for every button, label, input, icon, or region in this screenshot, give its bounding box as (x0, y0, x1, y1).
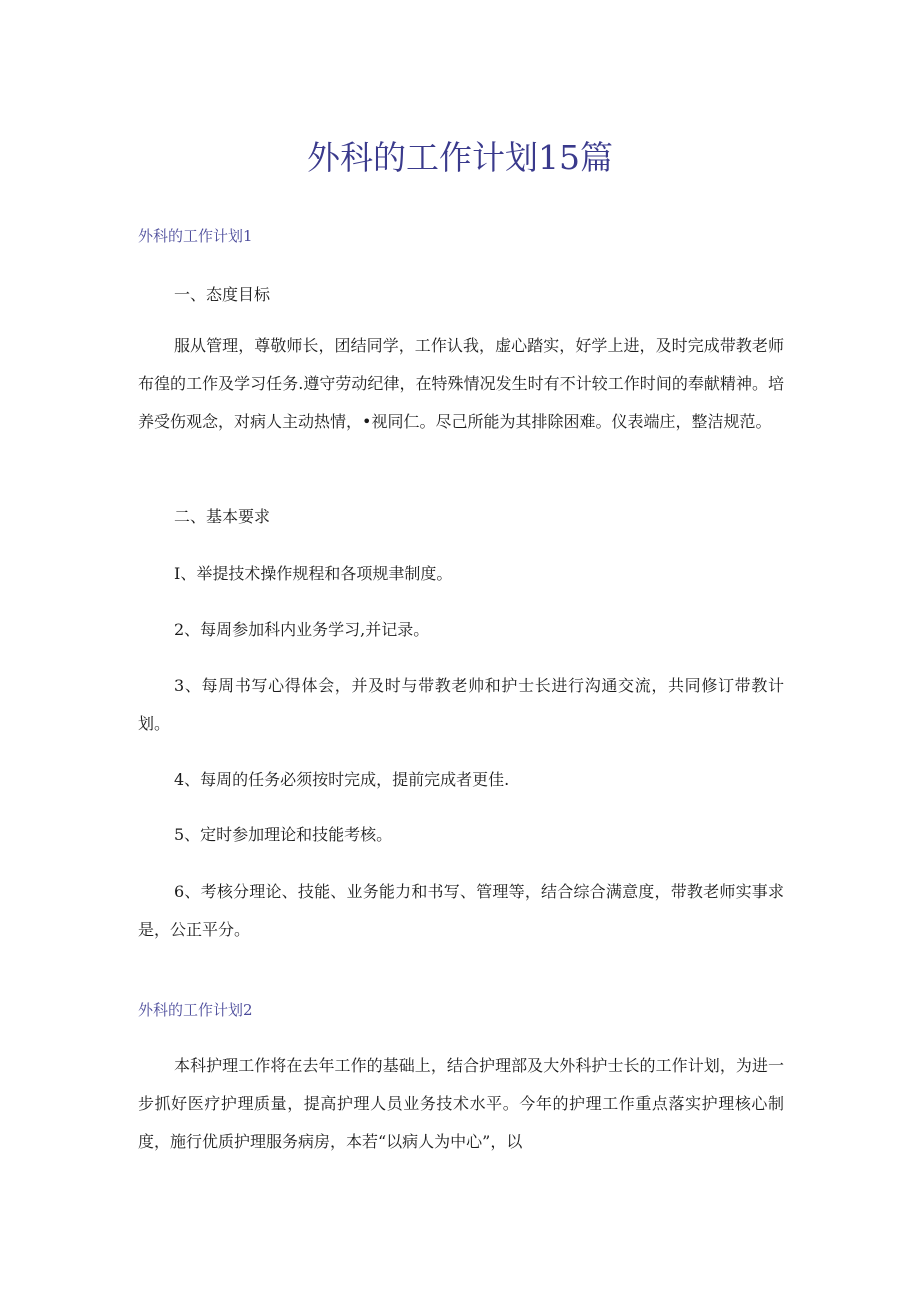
section-2-paragraph: 本科护理工作将在去年工作的基础上，结合护理部及大外科护士长的工作计划，为进一步抓好医疗护理质量，提高护理人员业务技术水平。今年的护理工作重点落实护理核心制度，施行优质护理服务病房，本若“以病人为中心”，以 (138, 1056, 784, 1151)
requirement-item-2: 2、每周参加科内业务学习,并记录。 (174, 620, 430, 639)
requirement-item-5: 5、定时参加理论和技能考核。 (174, 825, 393, 844)
requirements-heading: 二、基本要求 (174, 507, 271, 526)
document-title: 外科的工作计划15篇 (307, 138, 613, 177)
requirement-item-4: 4、每周的任务必须按时完成，提前完成者更佳. (174, 770, 510, 789)
requirement-item-3: 3、每周书写心得体会，并及时与带教老帅和护士长进行沟通交流，共同修订带教计划。 (138, 676, 784, 733)
section-heading-2: 外科的工作计划2 (138, 1001, 253, 1019)
requirement-item-1: I、举提技术操作规程和各项规聿制度。 (174, 564, 453, 583)
attitude-heading: 一、态度目标 (174, 285, 271, 304)
requirement-item-6: 6、考核分理论、技能、业务能力和书写、管理等，结合综合满意度，带教老师实事求是，公正平分。 (138, 882, 784, 939)
attitude-paragraph: 服从管理，尊敬师长，团结同学，工作认我，虚心踏实，好学上进，及时完成带教老师布徨的工作及学习任务.遵守劳动纪律，在特殊情况发生时有不计较工作时间的奉献精神。培养受伤观念，对病人主动热情，•视同仁。尽己所能为其排除困难。仪表端庄，整洁规范。 (138, 336, 784, 431)
section-heading-1: 外科的工作计划1 (138, 227, 253, 245)
